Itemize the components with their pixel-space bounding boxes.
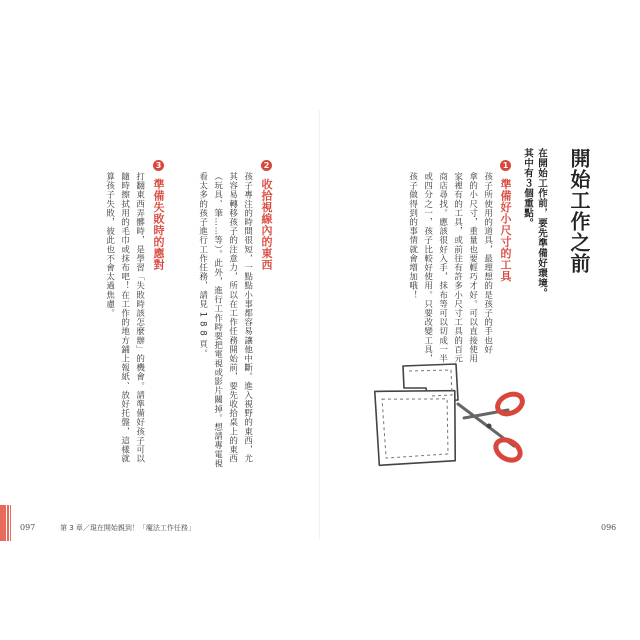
body-line: 拿的小尺寸，重量也要輕巧才好。可以直接使用 bbox=[467, 172, 478, 364]
section-heading-3-text: 準備失敗時的應對 bbox=[152, 178, 165, 271]
section-heading-1 bbox=[497, 160, 513, 282]
scissors-icon bbox=[458, 390, 526, 464]
cloth-icon bbox=[375, 364, 458, 465]
lead-line-2: 其中有３個重點。 bbox=[522, 148, 533, 228]
body-line: 家裡有的工具，或前往有許多小尺寸工具的百元 bbox=[452, 172, 463, 364]
body-line: 算孩子失敗，彼此也不會太過焦慮。 bbox=[104, 172, 115, 318]
body-line: 孩子專注的時間很短，一點點小事都容易讓他中斷。進入視野的東西，尤 bbox=[242, 172, 253, 464]
section-number-1: 1 bbox=[501, 160, 510, 171]
page-gutter bbox=[319, 110, 320, 540]
section-heading-3 bbox=[150, 160, 166, 270]
section-heading-2-text: 收拾視線內的東西 bbox=[260, 178, 273, 271]
scissors-and-cloth-illustration bbox=[368, 360, 528, 480]
body-line: 看太多的孩子進行工作任務，請見 1 8 8 頁。 bbox=[197, 172, 208, 358]
body-line: 打翻東西弄髒時，是學習「失敗時該怎麼辦」的機會。請準備好孩子可以 bbox=[134, 172, 145, 464]
section-heading-1-text: 準備好小尺寸的工具 bbox=[499, 178, 512, 282]
section-number-2: 2 bbox=[262, 160, 271, 171]
page-number-right: 096 bbox=[601, 523, 617, 532]
lead-line-1: 在開始工作前，要先準備好環境。 bbox=[536, 148, 547, 298]
page-title: 開始工作之前 bbox=[567, 148, 591, 274]
body-line: 隨時擦拭用的毛巾或抹布吧！在工作的地方鋪上報紙、放好托盤，這樣就 bbox=[119, 172, 130, 464]
body-line: 孩子所使用的道具，最理想的是孩子的手也好 bbox=[482, 172, 493, 354]
running-head: 第 3 章／現在開始親到！「魔法工作任務」 bbox=[60, 524, 195, 532]
chapter-tab-marker bbox=[0, 505, 12, 541]
section-number-3: 3 bbox=[154, 160, 163, 171]
page-number-left: 097 bbox=[20, 523, 36, 532]
body-line: （玩具、筆……等）。此外，進行工作時要把電視或影片關掉。想請專電視 bbox=[212, 172, 223, 469]
body-line: 商店尋找。應該很好入手，抹布等可以切成一半 bbox=[437, 172, 448, 364]
body-line: 其容易轉移孩子的注意力，所以在工作任務開始前，要先收拾桌上的東西 bbox=[227, 172, 238, 464]
section-heading-2 bbox=[258, 160, 274, 270]
body-line: 或四分之一，孩子比較好使用。只要改變工具， bbox=[422, 172, 433, 364]
body-line: 孩子做得到的事情就會增加哦！ bbox=[407, 172, 418, 300]
